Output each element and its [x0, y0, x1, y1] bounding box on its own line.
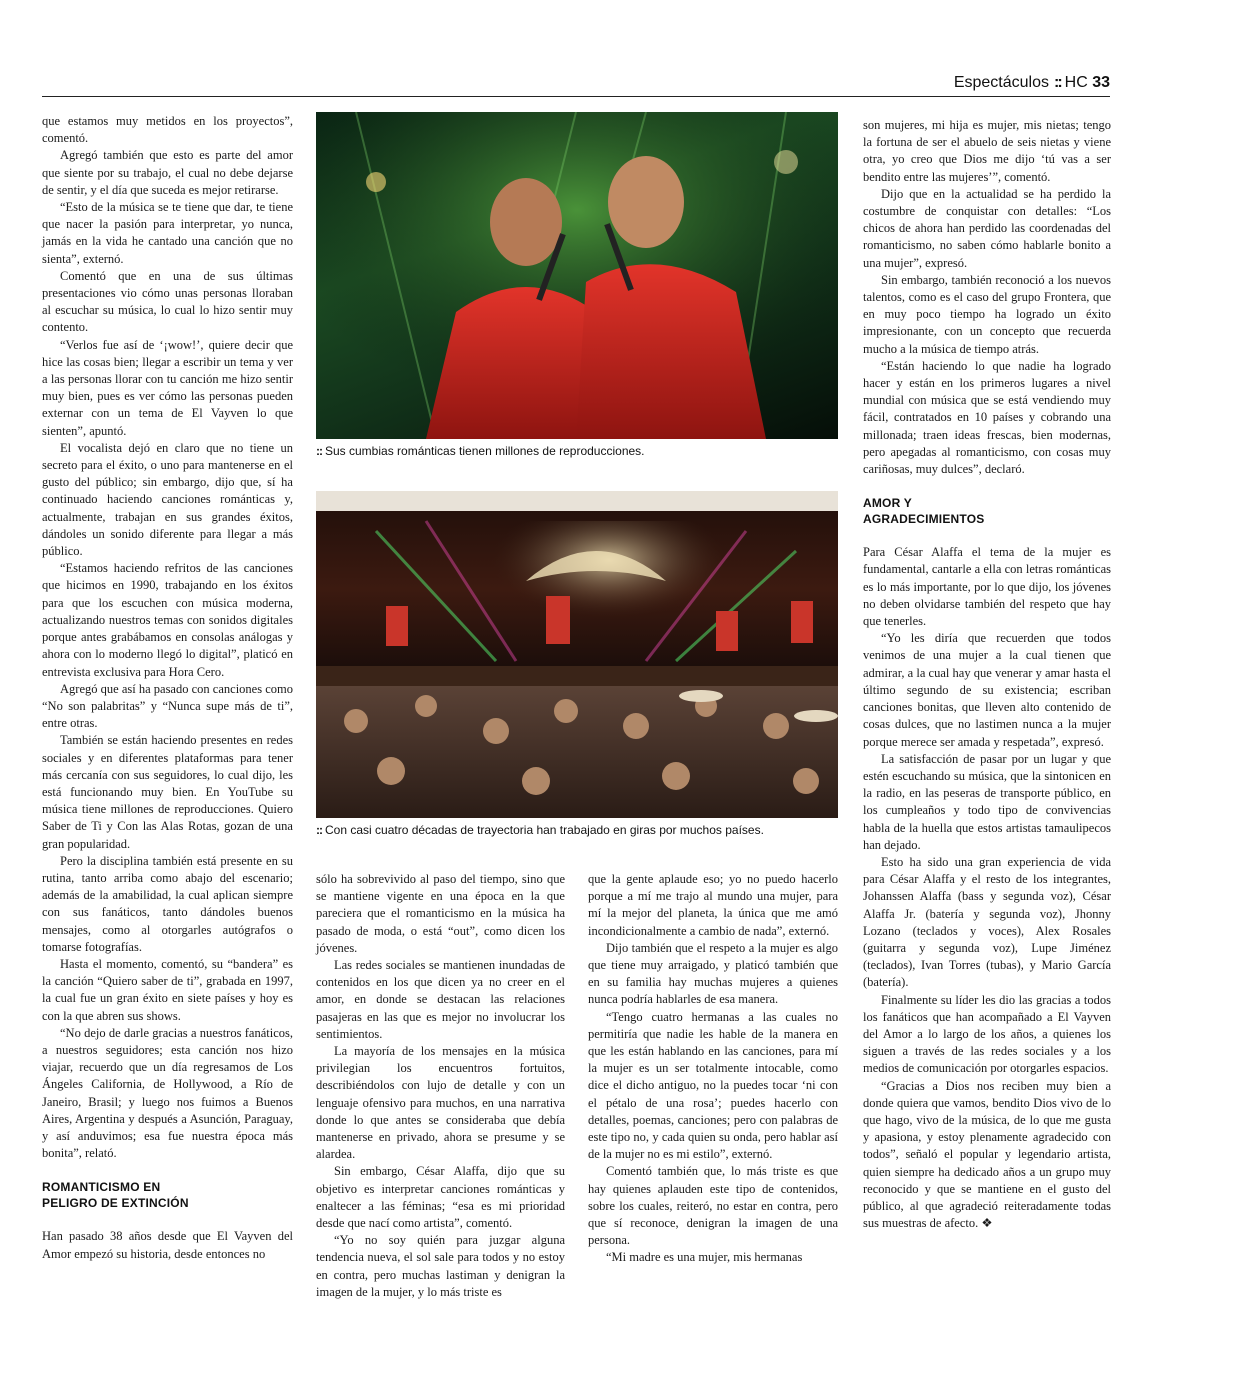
paragraph: que la gente aplaude eso; yo no puedo hacerlo porque a mí me trajo al mundo una mujer, para mí la mejor del planeta, la única que me amó incondicionalmente a cambio de nada”, externó.	[588, 872, 838, 938]
paragraph	[863, 1078, 1111, 1233]
header-separator: ::	[1053, 74, 1061, 91]
subheading-romanticismo	[42, 1179, 293, 1211]
photo-concert-crowd	[316, 491, 838, 818]
publication-name: HC	[1064, 74, 1088, 91]
article-column-3	[588, 871, 838, 1267]
photo-singers	[316, 112, 838, 439]
paragraph: Comentó que en una de sus últimas presentaciones vio cómo unas personas lloraban al escuchar su música, lo cual lo hizo sentir muy contento.	[42, 268, 293, 335]
section-name: Espectáculos	[953, 74, 1049, 91]
article-column-2	[316, 871, 565, 1301]
article-column-1	[42, 113, 293, 1263]
article-column-4	[863, 117, 1111, 1232]
paragraph: “Esto de la música se te tiene que dar, te tiene que nacer la pasión para interpretar, yo nunca, jamás en la vida he cantado una canción que no sienta”, externó.	[42, 200, 293, 266]
photo-caption	[316, 823, 764, 838]
paragraph: “Verlos fue así de ‘¡wow!’, quiere decir que hice las cosas bien; llegar a escribir un tema y ver a las personas llorar con tu canción me hizo sentir muy bien, pues es ver cómo las personas pueden externar con un tema de El Vayven lo que sienten”, apuntó.	[42, 337, 293, 438]
paragraph: Finalmente su líder les dio las gracias a todos los fanáticos que han acompañado a El Vayven del Amor a lo largo de los años, a quienes los siguen a través de las redes sociales y a los medios de comunicación por otorgarles espacios.	[863, 992, 1111, 1076]
paragraph: Agregó también que esto es parte del amor que siente por su trabajo, el cual no debe dejarse de sentir, y el día que suceda es mejor retirarse.	[42, 148, 293, 197]
paragraph: “No dejo de darle gracias a nuestros fanáticos, a nuestros seguidores; esta canción nos hizo viajar, recuerdo que un día regresamos de Los Ángeles California, de Hollywood, a Río de Janeiro, Brasil; y luego nos fuimos a Buenos Aires, Argentina y después a Asunción, Paraguay, y así anduvimos; esa fue nuestra época más bonita”, relató.	[42, 1025, 293, 1161]
caption-marker: ::	[316, 444, 322, 458]
paragraph: Para César Alaffa el tema de la mujer es fundamental, cantarle a ella con letras románticas es lo más importante, por lo que dijo, los jóvenes no deben olvidarse también del respeto que hay que tenerles.	[863, 545, 1111, 629]
paragraph: El vocalista dejó en claro que no tiene un secreto para el éxito, o uno para mantenerse en el gusto del público; sin embargo, dijo que, sí ha continuado haciendo canciones románticas y, actualmente, trabajan en sus grandes éxitos, dándoles un sonido diferente para llegar a más público.	[42, 440, 293, 559]
end-mark: ❖	[981, 1216, 993, 1231]
paragraph: La mayoría de los mensajes en la música privilegian los encuentros fortuitos, describiéndolos con lujo de detalle y con un lenguaje ofensivo para muchos, en una narrativa donde lo que antes se consideraba que debía mantenerse en privado, ahora se presume y se alardea.	[316, 1044, 565, 1162]
paragraph: Comentó también que, lo más triste es que hay quienes aplauden este tipo de contenidos, sobre los cuales, reiteró, no estar en contra, pero que sí reconoce, denigran la imagen de una persona.	[588, 1164, 838, 1248]
paragraph: “Tengo cuatro hermanas a las cuales no permitiría que nadie les hable de la manera en que les están hablando en las canciones, para mí la mujer es un ser totalmente intocable, como dice el dicho antiguo, no la puedes tocar ‘ni con el pétalo de una rosa’; puedes hacerlo con detalles, poemas, canciones; pero con palabras de este tipo no, y cada quien su onda, pero hablar así de la mujer no es mi estilo”, externó.	[588, 1009, 838, 1162]
photo-concert-illustration	[316, 491, 838, 818]
subheading-line: AMOR Y	[863, 496, 912, 511]
paragraph: “Yo no soy quién para juzgar alguna tendencia nueva, el sol sale para todos y no estoy en contra, pero muchas lastiman y denigran la imagen de la mujer, y lo más triste es	[316, 1233, 565, 1299]
photo-caption	[316, 444, 645, 459]
photo-singers-illustration	[316, 112, 838, 439]
paragraph: “Estamos haciendo refritos de las canciones que hicimos en 1990, trabajando en los éxitos para que los escuchen con música moderna, actualizando nuestros temas con sonidos digitales porque antes grabábamos en consolas análogas y ahora con lo moderno llegó lo digital”, platicó en entrevista exclusiva para Hora Cero.	[42, 561, 293, 679]
paragraph: Hasta el momento, comentó, su “bandera” es la canción “Quiero saber de ti”, grabada en 1997, la cual fue un gran éxito en siete países y hoy es con la que abren sus shows.	[42, 956, 293, 1023]
page-number: 33	[1092, 74, 1110, 91]
caption-marker: ::	[316, 823, 322, 837]
paragraph: Sin embargo, también reconoció a los nuevos talentos, como es el caso del grupo Frontera, que en muy poco tiempo ha logrado un éxito impresionante, con un concepto que recuerda mucho a la música de tiempo atrás.	[863, 272, 1111, 356]
paragraph: Sin embargo, César Alaffa, dijo que su objetivo es interpretar canciones románticas y enaltecer a las féminas; “esa es mi prioridad desde que nací como artista”, comentó.	[316, 1164, 565, 1231]
paragraph: “Están haciendo lo que nadie ha logrado hacer y están en los primeros lugares a nivel mundial con música que se está vendiendo muy fácil, contratados en 10 países y cobrando una millonada; traen ideas frescas, bien modernas, pero apegadas al romanticismo, con cosas muy cariñosas, muy dulces”, declaró.	[863, 358, 1111, 477]
paragraph: “Yo les diría que recuerden que todos venimos de una mujer a la cual tienen que admirar, a la cual hay que venerar y amar hasta el último segundo de su existencia; escriban canciones bonitas, que lleven alto contenido de cosas dulces, que no lastimen nunca a la mujer porque merece ser amada y respetada”, expresó.	[863, 631, 1111, 749]
subheading-line: AGRADECIMIENTOS	[863, 512, 985, 527]
paragraph: Dijo también que el respeto a la mujer es algo que tiene muy arraigado, y platicó también que en su familia hay muchas mujeres a quienes nunca podría hablarles de esa manera.	[588, 940, 838, 1007]
subheading-line: PELIGRO DE EXTINCIÓN	[42, 1196, 189, 1211]
paragraph: “Mi madre es una mujer, mis hermanas	[606, 1250, 803, 1265]
paragraph: son mujeres, mi hija es mujer, mis nietas; tengo la fortuna de ser el abuelo de seis nietas y viene otra, yo creo que Dios me dijo ‘tú vas a ser bendito entre las mujeres’”, comentó.	[863, 118, 1111, 184]
caption-text: Sus cumbias románticas tienen millones de reproducciones.	[325, 444, 645, 458]
paragraph: Esto ha sido una gran experiencia de vida para César Alaffa y el resto de los integrantes, Johanssen Alaffa (bass y segunda voz), César Alaffa Jr. (batería y segunda voz), Jhonny Lozano (teclados y voces), Alex Rosales (guitarra y segunda voz), Lupe Jiménez (teclados), Ivan Torres (tubas), y Mario García (batería).	[863, 854, 1111, 990]
subheading-amor	[863, 495, 1111, 527]
subheading-line: ROMANTICISMO EN	[42, 1180, 161, 1195]
caption-text: Con casi cuatro décadas de trayectoria han trabajado en giras por muchos países.	[325, 823, 764, 837]
paragraph: sólo ha sobrevivido al paso del tiempo, sino que se mantiene vigente en una época en la que pareciera que el romanticismo en la música ha pasado de moda, o está “out”, como dicen los jóvenes.	[316, 872, 565, 955]
paragraph: Han pasado 38 años desde que El Vayven del Amor empezó su historia, desde entonces no	[42, 1229, 293, 1261]
paragraph: Dijo que en la actualidad se ha perdido la costumbre de conquistar con detalles: “Los chicos de ahora han perdido las coordenadas del romanticismo, no saben cómo hablarle bonito a una mujer”, expresó.	[863, 186, 1111, 270]
paragraph: Las redes sociales se mantienen inundadas de contenidos en los que dicen ya no creer en el amor, en donde se destacan las relaciones pasajeras en las que es mejor no involucrar los sentimientos.	[316, 958, 565, 1041]
paragraph: También se están haciendo presentes en redes sociales y en diferentes plataformas para tener más cercanía con sus seguidores, lo cual dijo, les está funcionando muy bien. En YouTube su música tiene millones de reproducciones. Quiero Saber de Ti y Con las Alas Rotas, gozan de una gran popularidad.	[42, 733, 293, 851]
header-rule	[42, 96, 1110, 97]
page-header	[954, 74, 1110, 92]
paragraph-text: “Gracias a Dios nos reciben muy bien a donde quiera que vamos, bendito Dios vivo de lo que hago, vivo de la música, de lo que me gusta y apasiona, y estoy plenamente agradecido con todos”, señaló el popular y legendario artista, quien siempre ha dedicado años a un grupo muy reconocido y que se mantiene en el gusto del público, al que agradeció reiteradamente todas sus muestras de afecto.	[863, 1078, 1111, 1231]
paragraph: La satisfacción de pasar por un lugar y que estén escuchando su música, que la sintonicen en la radio, en las peseras de transporte público, en los cumpleaños y todo tipo de convivencias habla de la huella que estos artistas tamaulipecos han dejado.	[863, 751, 1111, 852]
paragraph: Agregó que así ha pasado con canciones como “No son palabritas” y “Nunca supe más de ti”, entre otras.	[42, 681, 293, 731]
paragraph: Pero la disciplina también está presente en su rutina, tanto arriba como abajo del escenario; además de la amabilidad, la cual aplican siempre con sus fanáticos, tanto dándoles buenos mensajes, como al otorgarles autógrafos o tomarse fotografías.	[42, 853, 293, 954]
paragraph: que estamos muy metidos en los proyectos”, comentó.	[42, 114, 293, 146]
